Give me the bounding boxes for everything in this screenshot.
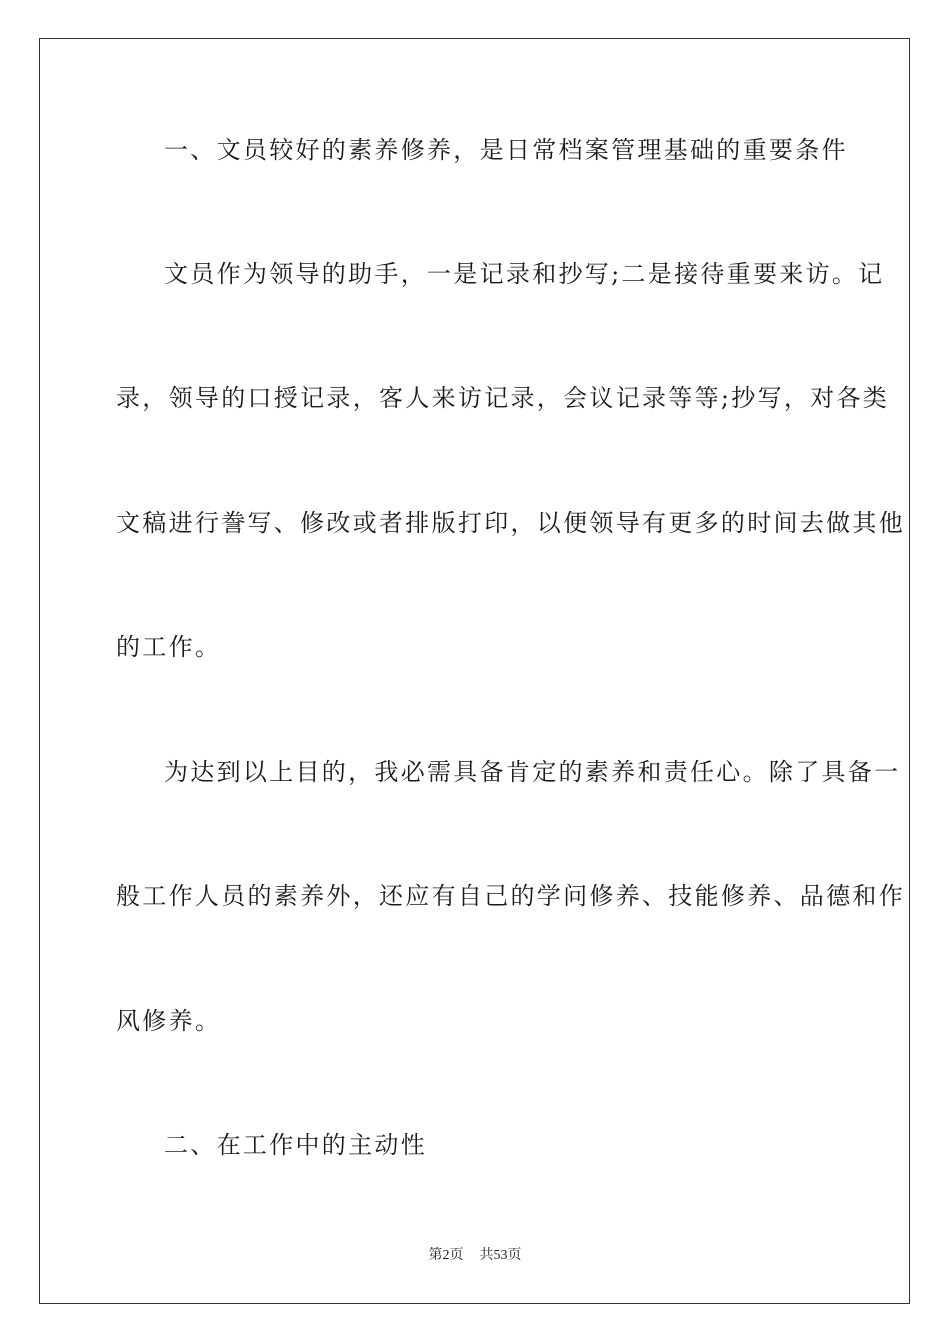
paragraph-line: 为达到以上目的，我必需具备肯定的素养和责任心。除了具备一 [164, 758, 901, 786]
page-number: 第2页 [428, 1248, 464, 1263]
paragraph-line: 般工作人员的素养外，还应有自己的学问修养、技能修养、品德和作 [116, 882, 905, 910]
heading-section-one: 一、文员较好的素养修养，是日常档案管理基础的重要条件 [164, 136, 848, 164]
page-frame [39, 38, 910, 1304]
page-total: 共53页 [479, 1248, 522, 1263]
paragraph-line: 的工作。 [116, 633, 222, 661]
paragraph-line: 风修养。 [116, 1007, 222, 1035]
paragraph-line: 文稿进行誊写、修改或者排版打印，以便领导有更多的时间去做其他 [116, 509, 905, 537]
heading-section-two: 二、在工作中的主动性 [164, 1131, 427, 1159]
page-footer [0, 1246, 950, 1266]
paragraph-line: 录，领导的口授记录，客人来访记录，会议记录等等;抄写，对各类 [116, 384, 890, 412]
paragraph-line: 文员作为领导的助手，一是记录和抄写;二是接待重要来访。记 [164, 260, 885, 288]
